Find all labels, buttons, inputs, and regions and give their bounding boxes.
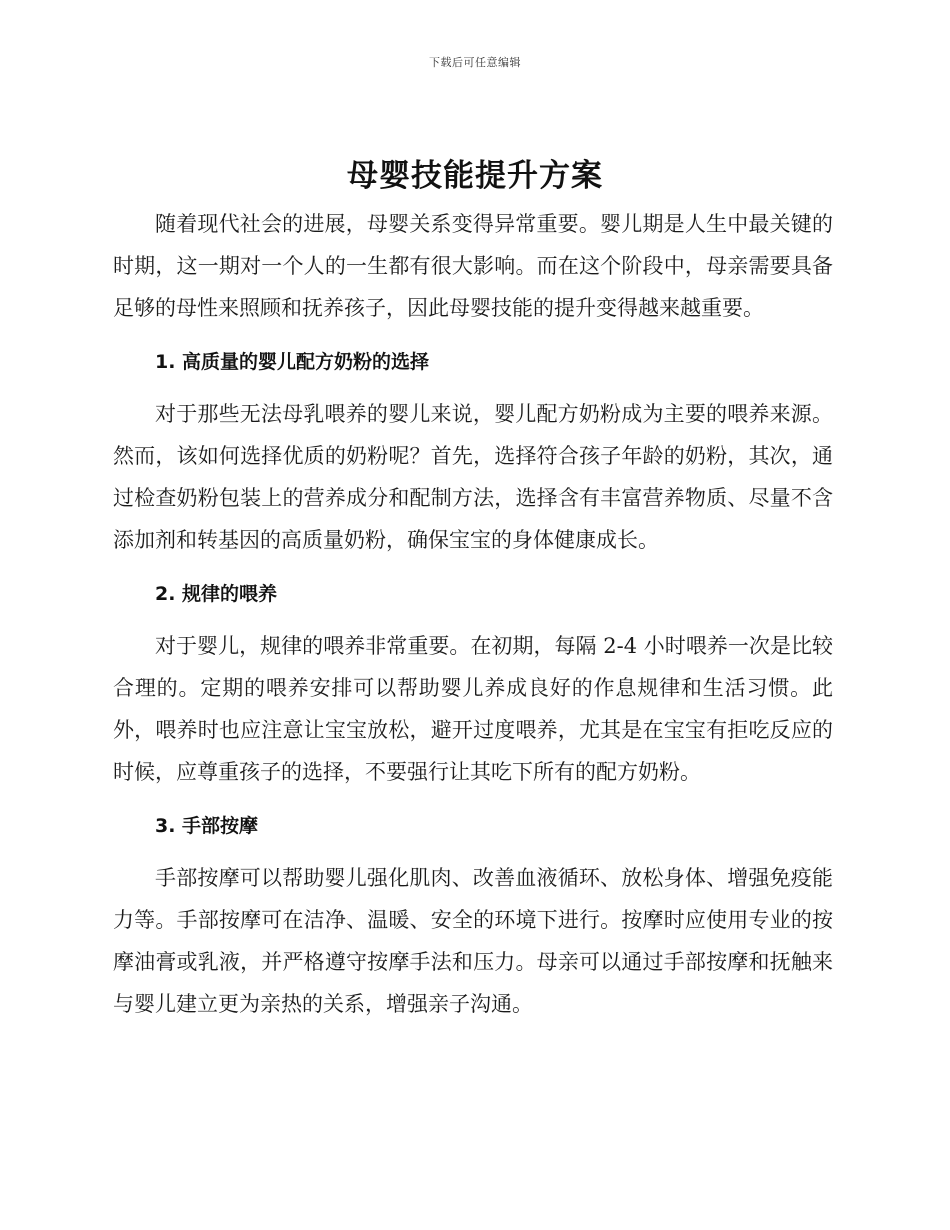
- intro-paragraph: 随着现代社会的进展，母婴关系变得异常重要。婴儿期是人生中最关键的时期，这一期对一个人的一生都有很大影响。而在这个阶段中，母亲需要具备足够的母性来照顾和抚养孩子，因此母婴技能的提升变得越来越重要。: [113, 212, 833, 320]
- section-heading-hand-massage: 3. 手部按摩: [155, 815, 259, 837]
- document-body: [113, 203, 833, 1025]
- section-heading-regular-feeding: 2. 规律的喂养: [155, 583, 278, 605]
- section-body-formula-selection: 对于那些无法母乳喂养的婴儿来说，婴儿配方奶粉成为主要的喂养来源。然而，该如何选择优质的奶粉呢？首先，选择符合孩子年龄的奶粉，其次，通过检查奶粉包装上的营养成分和配制方法，选择含有丰富营养物质、尽量不含添加剂和转基因的高质量奶粉，确保宝宝的身体健康成长。: [113, 402, 833, 552]
- page-header-note: 下载后可任意编辑: [429, 56, 521, 69]
- document-title: 母婴技能提升方案: [347, 158, 603, 194]
- section-heading-formula-selection: 1. 高质量的婴儿配方奶粉的选择: [155, 351, 430, 373]
- section-body-hand-massage: 手部按摩可以帮助婴儿强化肌肉、改善血液循环、放松身体、增强免疫能力等。手部按摩可在洁净、温暖、安全的环境下进行。按摩时应使用专业的按摩油膏或乳液，并严格遵守按摩手法和压力。母亲可以通过手部按摩和抚触来与婴儿建立更为亲热的关系，增强亲子沟通。: [113, 866, 833, 1016]
- section-body-regular-feeding: 对于婴儿，规律的喂养非常重要。在初期，每隔 2-4 小时喂养一次是比较合理的。定期的喂养安排可以帮助婴儿养成良好的作息规律和生活习惯。此外，喂养时也应注意让宝宝放松，避开过度喂养，尤其是在宝宝有拒吃反应的时候，应尊重孩子的选择，不要强行让其吃下所有的配方奶粉。: [113, 634, 833, 784]
